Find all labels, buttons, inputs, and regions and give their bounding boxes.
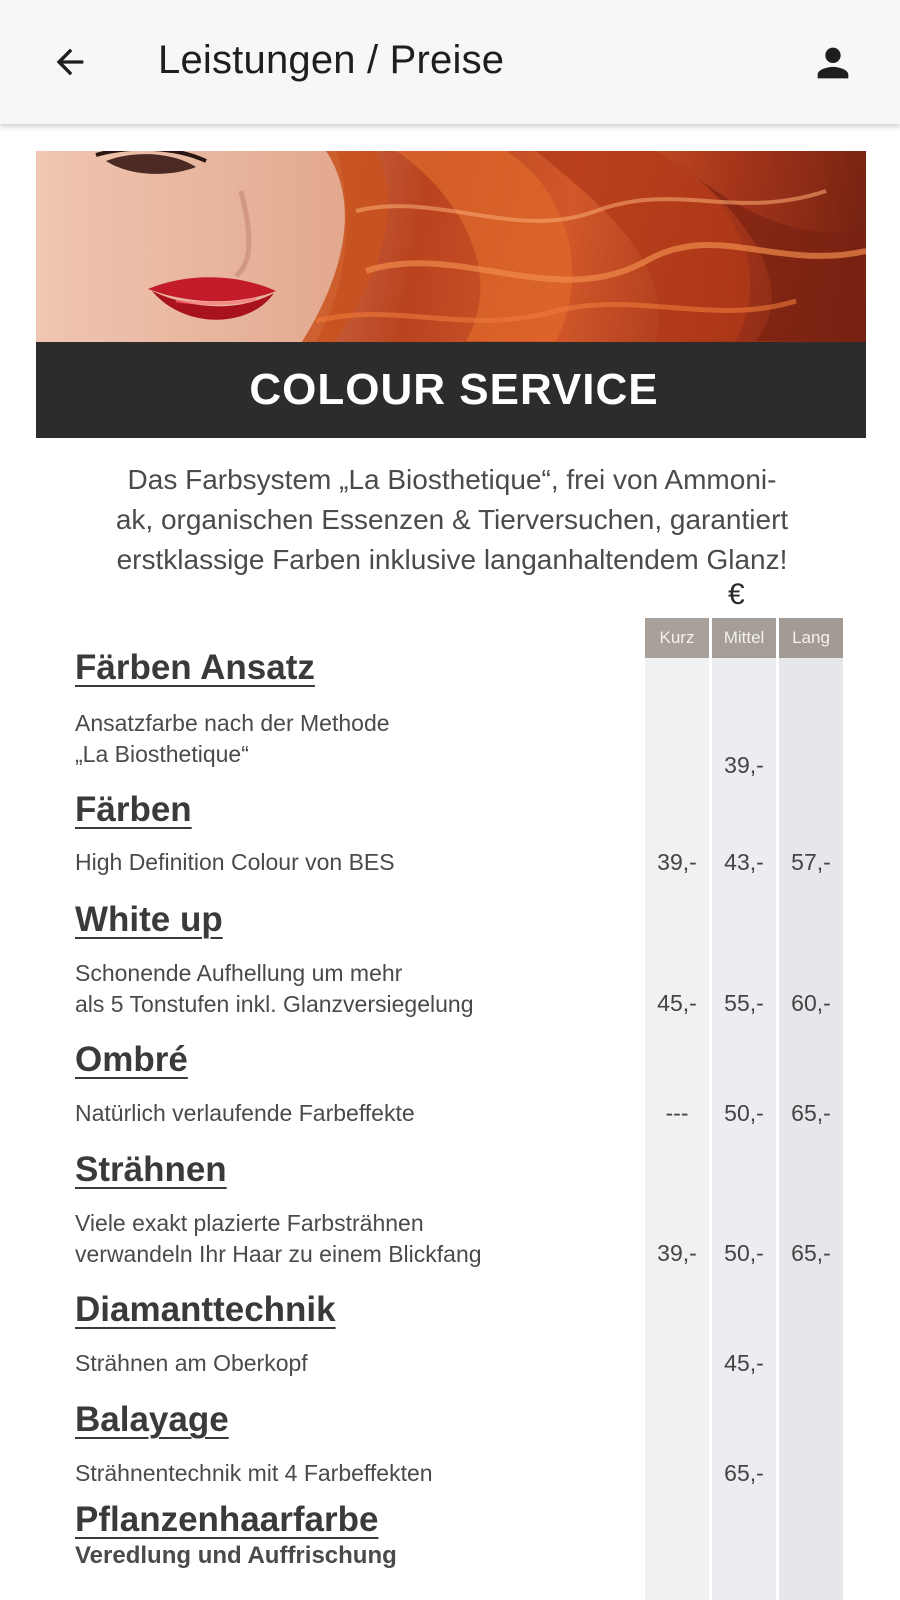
intro-line: erstklassige Farben inklusive langanhaltendem Glanz! [116,544,788,575]
service-name: Strähnen [75,1150,227,1189]
service-name: Pflanzenhaarfarbe [75,1500,379,1539]
price-mittel: 45,- [724,1350,764,1376]
price-lang: 65,- [791,1240,831,1266]
arrow-left-icon [50,42,90,82]
service-name: Färben [75,790,192,829]
intro-line: ak, organischen Essenzen & Tierversuchen, garantiert [115,504,789,535]
description-line: verwandeln Ihr Haar zu einem Blickfang [75,1241,482,1267]
price-mittel: 39,- [724,752,764,778]
account-button[interactable] [806,36,860,90]
description-line: Natürlich verlaufende Farbeffekte [75,1100,415,1126]
service-name: Balayage [75,1400,229,1439]
price-mittel: 50,- [724,1100,764,1126]
description-line: Ansatzfarbe nach der Methode [75,710,390,736]
price-lang: 60,- [791,990,831,1016]
price-lang: 57,- [791,849,831,875]
price-lang: 65,- [791,1100,831,1126]
price-kurz: 45,- [657,990,697,1016]
service-name: Diamanttechnik [75,1290,336,1329]
person-icon [810,40,856,86]
service-description [75,958,473,1020]
intro-text [62,460,842,580]
price-kurz: 39,- [657,849,697,875]
service-name: Ombré [75,1040,188,1079]
price-kurz: --- [665,1100,689,1126]
price-mittel: 55,- [724,990,764,1016]
description-line: Strähnen am Oberkopf [75,1350,308,1376]
column-header-mittel: Mittel [712,618,776,658]
hero-banner [36,151,866,438]
description-line: High Definition Colour von BES [75,849,395,875]
price-mittel: 65,- [724,1460,764,1486]
currency-label: € [728,578,745,611]
service-name: White up [75,900,223,939]
service-description [75,1348,308,1379]
price-mittel: 50,- [724,1240,764,1266]
description-line: „La Biosthetique“ [75,741,249,767]
description-line: als 5 Tonstufen inkl. Glanzversiegelung [75,991,474,1017]
service-description [75,708,390,770]
hero-title: COLOUR SERVICE [249,365,659,414]
description-line: Veredlung und Auffrischung [75,1542,397,1569]
service-description [75,1208,482,1270]
service-name: Färben Ansatz [75,648,315,687]
column-header-lang: Lang [779,618,843,658]
page-title: Leistungen / Preise [158,38,505,82]
service-description [75,1098,415,1129]
description-line: Viele exakt plazierte Farbsträhnen [75,1210,424,1236]
hero-title-band [36,342,866,438]
service-description [75,847,395,878]
price-mittel: 43,- [724,849,764,875]
price-kurz: 39,- [657,1240,697,1266]
description-line: Schonende Aufhellung um mehr [75,960,403,986]
description-line: Strähnentechnik mit 4 Farbeffekten [75,1460,433,1486]
intro-line: Das Farbsystem „La Biosthetique“, frei von Ammoni- [127,464,777,495]
back-button[interactable] [44,36,96,88]
column-header-kurz: Kurz [645,618,709,658]
service-description [75,1458,433,1489]
service-description [75,1540,397,1571]
app-bar [0,0,900,124]
